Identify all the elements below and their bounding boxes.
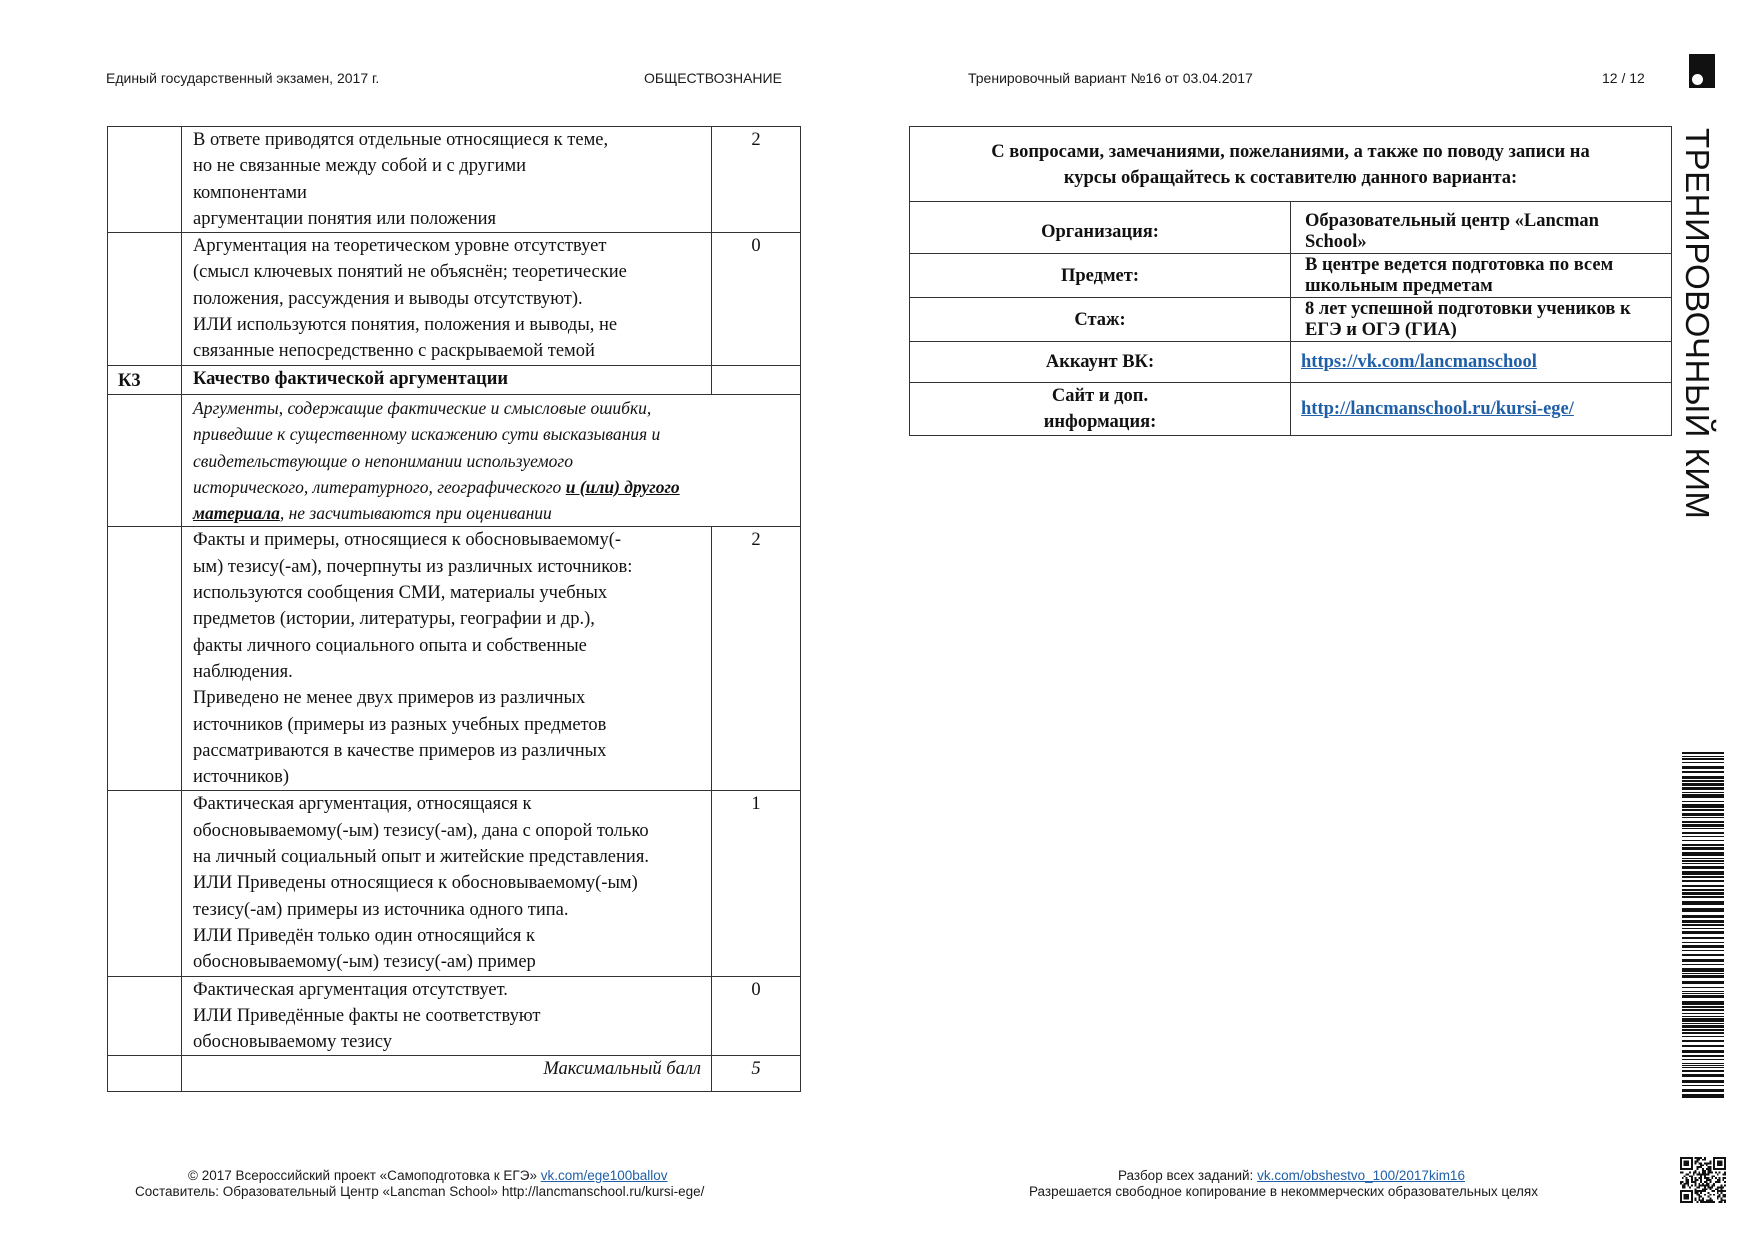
criteria-row bbox=[108, 127, 801, 233]
footer-solutions-link[interactable]: vk.com/obshestvo_100/2017kim16 bbox=[1257, 1168, 1465, 1183]
organization-label: Организация: bbox=[910, 202, 1291, 254]
side-title: ТРЕНИРОВОЧНЫЙ КИМ bbox=[1679, 128, 1716, 520]
footer-copyright: © 2017 Всероссийский проект «Самоподготовка к ЕГЭ» vk.com/ege100ballov bbox=[188, 1168, 668, 1183]
criteria-text: Факты и примеры, относящиеся к обосновываемому(- ым) тезису(-ам), почерпнуты из различных источников: используются сообщения СМИ, материалы учебных предметов (истории, литературы, географии и др.), факты личного социального опыта и собственные наблюдения. Приведено не менее двух примеров из различных источников (примеры из разных учебных предметов рассматриваются в качестве примеров из различных источников) bbox=[182, 527, 712, 791]
criteria-score: 2 bbox=[712, 527, 801, 791]
site-link[interactable]: http://lancmanschool.ru/kursi-ege/ bbox=[1301, 398, 1574, 419]
criteria-k3-title: Качество фактической аргументации bbox=[182, 365, 712, 394]
criteria-text: Аргументация на теоретическом уровне отсутствует (смысл ключевых понятий не объяснён; теоретические положения, рассуждения и выводы отсутствуют). ИЛИ используются понятия, положения и выводы, не связанные непосредственно с раскрываемой темой bbox=[182, 233, 712, 365]
criteria-score: 0 bbox=[712, 976, 801, 1056]
contact-row-organization bbox=[910, 202, 1672, 254]
contact-row-vk bbox=[910, 342, 1672, 383]
page-number: 12 / 12 bbox=[1602, 70, 1645, 86]
criteria-code: К3 bbox=[108, 365, 182, 394]
criteria-row bbox=[108, 527, 801, 791]
vk-label: Аккаунт ВК: bbox=[910, 342, 1291, 383]
footer-author: Составитель: Образовательный Центр «Lancman School» http://lancmanschool.ru/kursi-ege/ bbox=[135, 1184, 705, 1199]
vk-link[interactable]: https://vk.com/lancmanschool bbox=[1301, 351, 1537, 372]
criteria-note-row bbox=[108, 394, 801, 526]
max-score-label: Максимальный балл bbox=[182, 1056, 712, 1092]
footer-copy-permission: Разрешается свободное копирование в некоммерческих образовательных целях bbox=[1029, 1184, 1538, 1199]
header-exam-title: Единый государственный экзамен, 2017 г. bbox=[106, 70, 380, 86]
corner-marker-icon bbox=[1689, 54, 1715, 88]
criteria-score: 2 bbox=[712, 127, 801, 233]
footer-project-link[interactable]: vk.com/ege100ballov bbox=[540, 1168, 668, 1183]
contact-heading: С вопросами, замечаниями, пожеланиями, а также по поводу записи на курсы обращайтесь к составителю данного варианта: bbox=[910, 127, 1672, 202]
criteria-k3-heading-row bbox=[108, 365, 801, 394]
header-variant: Тренировочный вариант №16 от 03.04.2017 bbox=[968, 70, 1253, 86]
experience-label: Стаж: bbox=[910, 298, 1291, 342]
subject-label: Предмет: bbox=[910, 254, 1291, 298]
criteria-table bbox=[107, 126, 801, 1092]
criteria-score: 1 bbox=[712, 791, 801, 976]
criteria-text: В ответе приводятся отдельные относящиеся к теме, но не связанные между собой и с другими компонентами аргументации понятия или положения bbox=[182, 127, 712, 233]
criteria-text: Фактическая аргументация, относящаяся к обосновываемому(-ым) тезису(-ам), дана с опорой только на личный социальный опыт и житейские представления. ИЛИ Приведены относящиеся к обосновываемому(-ым) тезису(-ам) примеры из источника одного типа. ИЛИ Приведён только один относящийся к обосновываемому(-ым) тезису(-ам) пример bbox=[182, 791, 712, 976]
max-score-value: 5 bbox=[712, 1056, 801, 1092]
footer-solutions: Разбор всех заданий: vk.com/obshestvo_100/2017kim16 bbox=[1118, 1168, 1465, 1183]
criteria-note: Аргументы, содержащие фактические и смысловые ошибки, приведшие к существенному искажению сути высказывания и свидетельствующие о непонимании используемого исторического, литературного, географического и (или) другого материала, не засчитываются при оценивании bbox=[182, 394, 801, 526]
contact-row-site bbox=[910, 383, 1672, 436]
criteria-total-row bbox=[108, 1056, 801, 1092]
criteria-text: Фактическая аргументация отсутствует. ИЛИ Приведённые факты не соответствуют обосновываемому тезису bbox=[182, 976, 712, 1056]
criteria-row bbox=[108, 976, 801, 1056]
organization-value: Образовательный центр «Lancman School» bbox=[1291, 202, 1672, 254]
criteria-row bbox=[108, 233, 801, 365]
barcode-icon bbox=[1682, 752, 1724, 1100]
criteria-row bbox=[108, 791, 801, 976]
contact-row-experience bbox=[910, 298, 1672, 342]
contact-heading-row bbox=[910, 127, 1672, 202]
contact-row-subject bbox=[910, 254, 1672, 298]
site-label: Сайт и доп. информация: bbox=[910, 383, 1291, 436]
header-subject: ОБЩЕСТВОЗНАНИЕ bbox=[644, 70, 782, 86]
subject-value: В центре ведется подготовка по всем школьным предметам bbox=[1291, 254, 1672, 298]
qr-code-icon bbox=[1680, 1157, 1726, 1203]
criteria-score: 0 bbox=[712, 233, 801, 365]
experience-value: 8 лет успешной подготовки учеников к ЕГЭ и ОГЭ (ГИА) bbox=[1291, 298, 1672, 342]
contact-table bbox=[909, 126, 1672, 436]
